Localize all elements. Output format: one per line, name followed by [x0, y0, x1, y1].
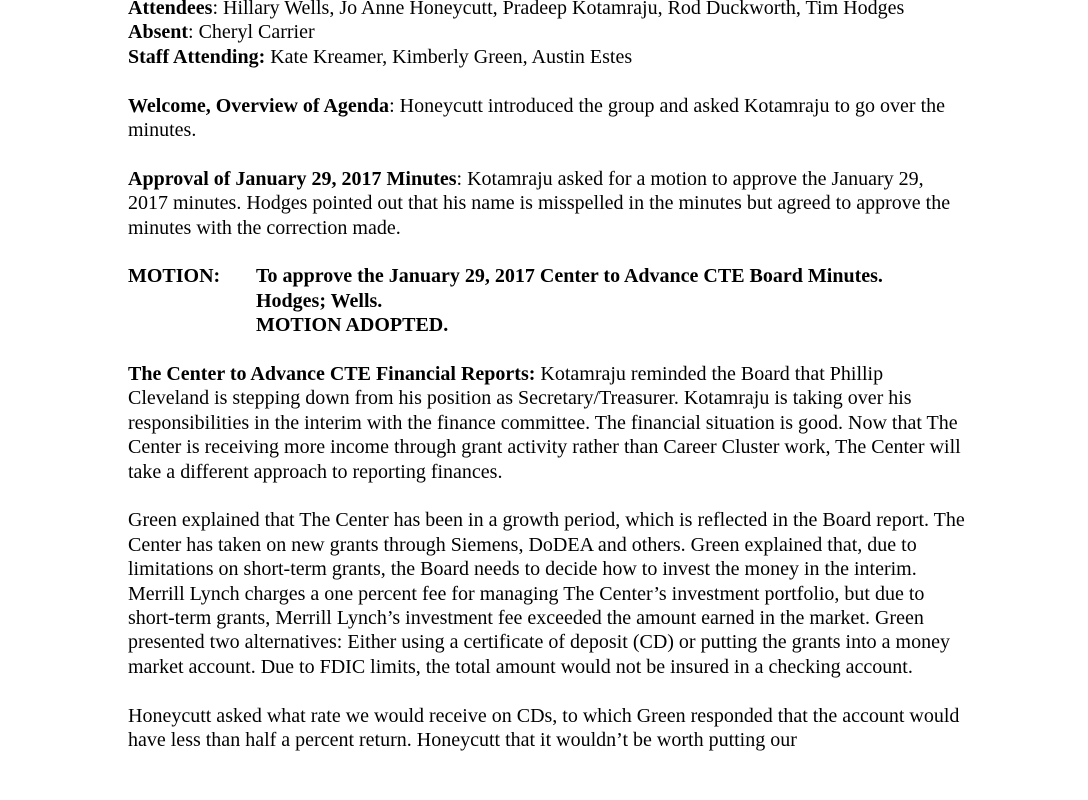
motion-body — [256, 264, 883, 337]
motion-result: MOTION ADOPTED. — [256, 314, 449, 337]
financial-paragraph — [128, 362, 968, 484]
approval-text: : Kotamraju asked for a motion to approve the January 29, 2017 minutes. Hodges pointed out that his name is misspelled in the minutes but agreed to approve the minutes with the correction made. — [128, 167, 951, 239]
spacer — [128, 240, 968, 264]
spacer — [128, 69, 968, 93]
absent-label: Absent — [128, 21, 189, 44]
spacer — [128, 338, 968, 362]
spacer — [128, 679, 968, 703]
absent-names: : Cheryl Carrier — [188, 21, 315, 44]
staff-attending-line — [128, 45, 968, 69]
attendees-label: Attendees — [128, 0, 213, 19]
welcome-paragraph — [128, 94, 968, 143]
approval-paragraph — [128, 167, 968, 240]
minutes-body — [128, 0, 968, 753]
honeycutt-paragraph: Honeycutt asked what rate we would receive on CDs, to which Green responded that the account would have less than half a percent return. Honeycutt that it wouldn’t be worth putting our — [128, 704, 960, 752]
spacer — [128, 484, 968, 508]
green-paragraph: Green explained that The Center has been in a growth period, which is reflected in the Board report. The Center has taken on new grants through Siemens, DoDEA and others. Green explained that, due to limitations on short-term grants, the Board needs to decide how to invest the money in the interim. Merrill Lynch charges a one percent fee for managing The Center’s investment portfolio, but due to short-term grants, Merrill Lynch’s investment fee exceeded the amount earned in the market. Green presented two alternatives: Either using a certificate of deposit (CD) or putting the grants into a money market account. Due to FDIC limits, the total amount would not be insured in a checking account. — [128, 509, 965, 678]
financial-heading: The Center to Advance CTE Financial Reports: — [128, 363, 536, 386]
motion-label: MOTION: — [128, 265, 221, 288]
motion-block — [128, 264, 968, 337]
motion-text: To approve the January 29, 2017 Center to Advance CTE Board Minutes. — [256, 265, 883, 288]
welcome-heading: Welcome, Overview of Agenda — [128, 94, 390, 117]
absent-line — [128, 20, 968, 44]
attendees-line — [128, 0, 968, 20]
spacer — [128, 142, 968, 166]
staff-attending-label: Staff Attending: — [128, 45, 266, 68]
motion-movers: Hodges; Wells. — [256, 289, 383, 312]
welcome-text: : Honeycutt introduced the group and asked Kotamraju to go over the minutes. — [128, 94, 946, 142]
approval-heading: Approval of January 29, 2017 Minutes — [128, 167, 457, 190]
financial-text: Kotamraju reminded the Board that Phillip Cleveland is stepping down from his position as Secretary/Treasurer. Kotamraju is taking over his responsibilities in the interim with the finance committee. The financial situation is good. Now that The Center is receiving more income through grant activity rather than Career Cluster work, The Center will take a different approach to reporting finances. — [128, 363, 961, 483]
attendees-names: : Hillary Wells, Jo Anne Honeycutt, Pradeep Kotamraju, Rod Duckworth, Tim Hodges — [212, 0, 905, 19]
staff-attending-names: Kate Kreamer, Kimberly Green, Austin Estes — [265, 45, 633, 68]
